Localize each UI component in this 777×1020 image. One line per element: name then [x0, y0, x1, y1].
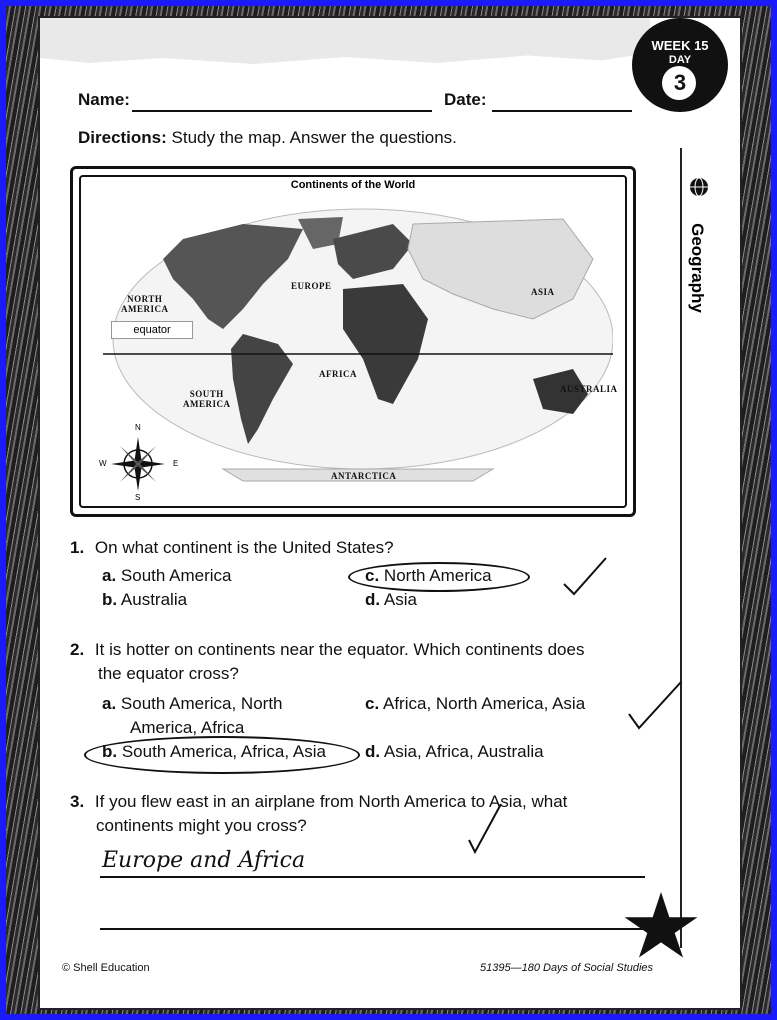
geography-label: Geography: [688, 223, 707, 313]
directions-label: Directions:: [78, 128, 167, 147]
q3-text-1: If you flew east in an airplane from North America to Asia, what: [94, 792, 568, 811]
q1-option-b[interactable]: b. Australia: [102, 590, 188, 609]
map-title: Continents of the World: [290, 179, 416, 191]
compass-rose-icon: [103, 429, 173, 499]
name-label: Name:: [78, 90, 130, 109]
q1-option-c[interactable]: c. North America: [365, 566, 492, 585]
q1-answer-circle: [348, 562, 530, 592]
worksheet-page: [40, 18, 740, 1008]
q2-option-c[interactable]: c. Africa, North America, Asia: [365, 694, 586, 713]
equator-label: equator: [111, 321, 193, 339]
north-america-label: NORTH AMERICA: [121, 294, 169, 314]
week-day-badge: [632, 18, 728, 112]
europe-label: EUROPE: [291, 281, 332, 291]
world-map: [70, 166, 636, 517]
date-field[interactable]: [492, 110, 632, 112]
answer-line-1: [100, 876, 645, 878]
q2-option-a-line2: America, Africa: [130, 718, 245, 737]
compass-n: N: [135, 423, 141, 432]
torn-top-band: [40, 18, 650, 68]
q2-answer-circle: [84, 736, 360, 774]
q1-checkmark-icon: [560, 554, 610, 598]
compass-e: E: [173, 459, 179, 468]
q1-option-a[interactable]: a. South America: [102, 566, 232, 585]
q1-number: 1.: [70, 538, 85, 557]
name-field[interactable]: [132, 110, 432, 112]
date-label: Date:: [444, 90, 487, 109]
q2-text-1: It is hotter on continents near the equator. Which continents does: [94, 640, 585, 659]
q3-answer[interactable]: Europe and Africa: [102, 848, 306, 873]
q3-checkmark-icon: [465, 800, 505, 856]
question-2: [70, 640, 584, 660]
q2-option-d[interactable]: d. Asia, Africa, Australia: [365, 742, 544, 761]
day-number: 3: [673, 70, 687, 95]
question-1: [70, 538, 394, 558]
footer-copyright: © Shell Education: [62, 962, 150, 974]
south-america-label: SOUTH AMERICA: [183, 389, 231, 409]
answer-line-2: [100, 928, 645, 930]
africa-label: AFRICA: [319, 369, 357, 379]
week-label: WEEK 15: [651, 38, 709, 53]
q2-checkmark-icon: [625, 678, 685, 734]
q2-option-a[interactable]: a. South America, North: [102, 694, 283, 713]
australia-label: AUSTRALIA: [560, 384, 618, 394]
asia-label: ASIA: [531, 287, 555, 297]
q1-option-d[interactable]: d. Asia: [365, 590, 417, 609]
q3-number: 3.: [70, 792, 85, 811]
q2-number: 2.: [70, 640, 85, 659]
q2-text-2: the equator cross?: [98, 664, 239, 683]
directions: [78, 128, 457, 148]
q3-text-2: continents might you cross?: [96, 816, 307, 835]
compass-s: S: [135, 493, 141, 502]
q2-option-b[interactable]: b. South America, Africa, Asia: [102, 742, 326, 761]
antarctica-label: ANTARCTICA: [331, 471, 397, 481]
day-label: DAY: [668, 54, 692, 66]
q1-text: On what continent is the United States?: [94, 538, 394, 557]
compass-w: W: [99, 459, 107, 468]
page-number: 87: [685, 942, 699, 954]
directions-text: Study the map. Answer the questions.: [166, 128, 457, 147]
globe-icon: [688, 176, 710, 198]
footer-book-title: 51395—180 Days of Social Studies: [480, 962, 654, 974]
